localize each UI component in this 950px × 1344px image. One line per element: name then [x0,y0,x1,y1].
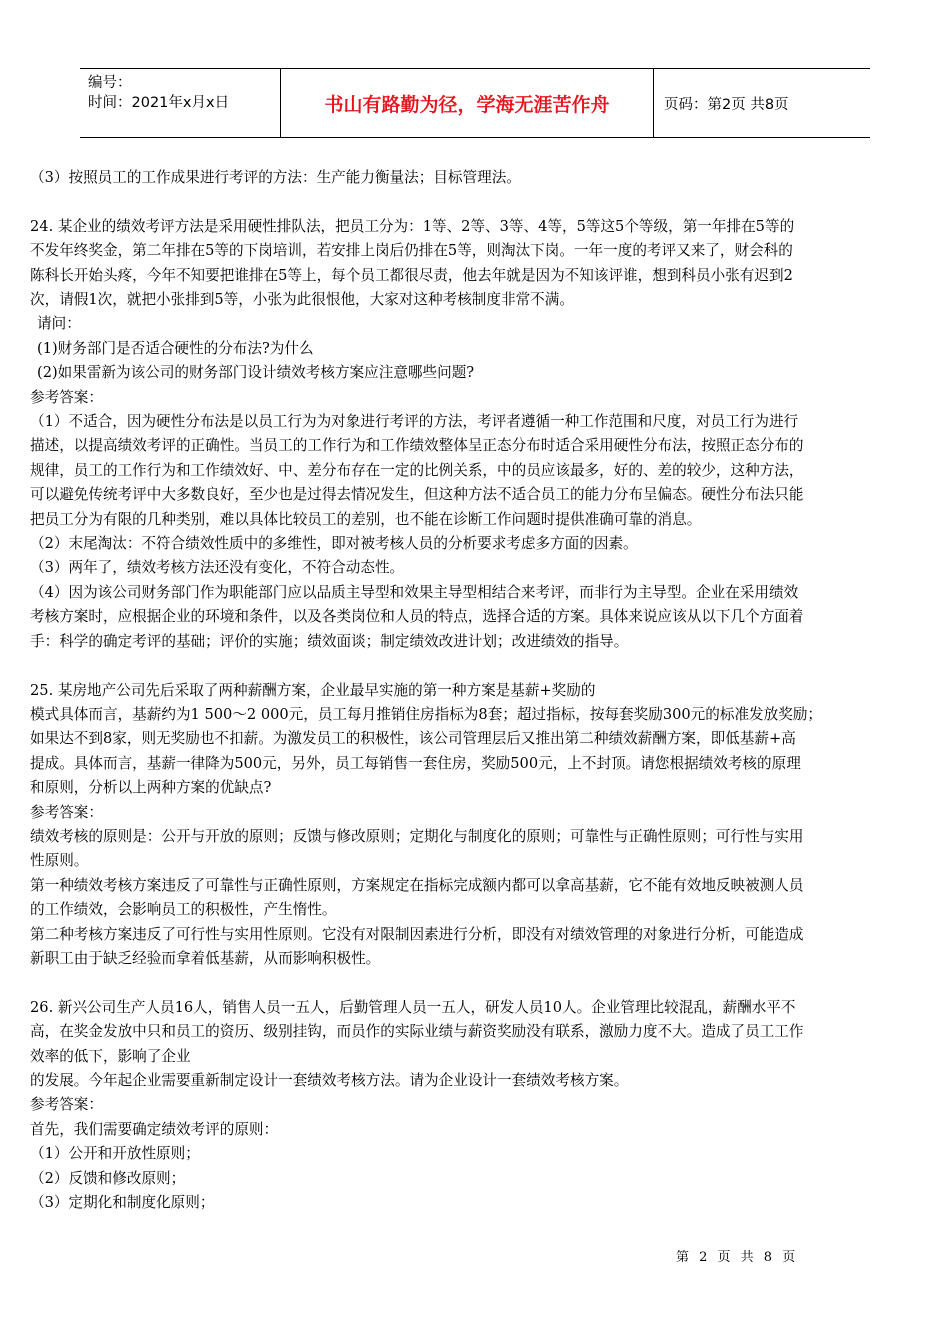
text-line: 次，请假1次，就把小张排到5等，小张为此很恨他，大家对这种考核制度非常不满。 [30,291,574,309]
text-line: 参考答案： [30,1096,103,1114]
text-line: 可以避免传统考评中大多数良好，至少也是过得去情况发生，但这种方法不适合员工的能力分布呈偏态。硬性分布法只能 [30,486,804,504]
text-line: 第二种考核方案违反了可行性与实用性原则。它没有对限制因素进行分析，即没有对绩效管理的对象进行分析，可能造成 [30,925,804,943]
text-line: 首先，我们需要确定绩效考评的原则： [30,1120,279,1138]
text-line: （3）按照员工的工作成果进行考评的方法：生产能力衡量法；目标管理法。 [30,169,521,186]
text-line: 规律，员工的工作行为和工作绩效好、中、差分布存在一定的比例关系，中的员应该最多，好的、差的较少，这种方法， [30,461,804,479]
text-line: 参考答案： [30,803,103,821]
text-line: 新职工由于缺乏经验而拿着低基薪，从而影响积极性。 [30,949,381,967]
text-line: 描述，以提高绩效考评的正确性。当员工的工作行为和工作绩效整体呈正态分布时适合采用硬性分布法，按照正态分布的 [30,437,804,455]
text-line: 不发年终奖金，第二年排在5等的下岗培训，若安排上岗后仍排在5等，则淘汰下岗。一年一度的考评又来了，财会科的 [30,242,793,260]
text-line: 性原则。 [30,852,89,870]
text-line: （1）公开和开放性原则； [30,1145,200,1163]
text-line: （3）两年了，绩效考核方法还没有变化，不符合动态性。 [30,559,405,577]
text-line: 模式具体而言，基薪约为1 500～2 000元，员工每月推销住房指标为8套；超过指标，按每套奖励300元的标准发放奖励； [30,705,823,723]
text-line: 和原则，分析以上两种方案的优缺点? [30,779,272,797]
blank-line [30,971,920,995]
text-line: 的工作绩效，会影响员工的积极性，产生惰性。 [30,901,337,919]
blank-line [30,190,920,214]
text-line: （3）定期化和制度化原则； [30,1194,215,1212]
text-line: 第一种绩效考核方案违反了可靠性与正确性原则，方案规定在指标完成额内都可以拿高基薪，它不能有效地反映被测人员 [30,876,804,894]
text-line: 的发展。今年起企业需要重新制定设计一套绩效考核方法。请为企业设计一套绩效考核方案。 [30,1071,629,1089]
text-line: 手：科学的确定考评的基础；评价的实施；绩效面谈；制定绩效改进计划；改进绩效的指导。 [30,632,629,650]
text-line: 如果达不到8家，则无奖励也不扣薪。为激发员工的积极性，该公司管理层后又推出第二种绩效薪酬方案，即低基薪+高 [30,730,796,748]
text-line: 高，在奖金发放中只和员工的资历、级别挂钩，而员作的实际业绩与薪资奖励没有联系，激励力度不大。造成了员工工作 [30,1023,804,1041]
page-header [80,68,870,138]
text-line: 陈科长开始头疼，今年不知要把谁排在5等上，每个员工都很尽责，他去年就是因为不知该评谁，想到科员小张有迟到2 [30,266,793,284]
text-line: 24. 某企业的绩效考评方法是采用硬性排队法，把员工分为：1等、2等、3等、4等，5等这5个等级，第一年排在5等的 [30,217,795,235]
text-line: 26. 新兴公司生产人员16人，销售人员一五人，后勤管理人员一五人，研发人员10人。企业管理比较混乱，薪酬水平不 [30,998,796,1016]
text-line: 25. 某房地产公司先后采取了两种薪酬方案，企业最早实施的第一种方案是基薪+奖励的 [30,681,596,699]
text-line: 提成。具体而言，基薪一律降为500元，另外，员工每销售一套住房，奖励500元，上不封顶。请您根据绩效考核的原理 [30,754,801,772]
text-line: （2）反馈和修改原则； [30,1169,186,1187]
text-line: 把员工分为有限的几种类别，难以具体比较员工的差别，也不能在诊断工作问题时提供准确可靠的消息。 [30,510,702,528]
document-body [30,166,920,1215]
text-line: 考核方案时，应根据企业的环境和条件，以及各类岗位和人员的特点，选择合适的方案。具体来说应该从以下几个方面着 [30,608,804,626]
text-line: 效率的低下，影响了企业 [30,1047,191,1065]
text-line: 绩效考核的原则是：公开与开放的原则；反馈与修改原则；定期化与制度化的原则；可靠性与正确性原则；可行性与实用 [30,827,804,845]
header-motto: 书山有路勤为径，学海无涯苦作舟 [281,69,654,137]
document-number-label: 编号： [88,75,132,91]
blank-line [30,654,920,678]
text-line: 参考答案： [30,388,103,406]
page-footer: 第 2 页 共 8 页 [676,1250,799,1265]
text-line: （4）因为该公司财务部门作为职能部门应以品质主导型和效果主导型相结合来考评，而非行为主导型。企业在采用绩效 [30,583,799,601]
text-line: (1)财务部门是否适合硬性的分布法?为什么 [37,339,314,357]
text-line: （2）末尾淘汰：不符合绩效性质中的多维性，即对被考核人员的分析要求考虑多方面的因素。 [30,535,638,553]
text-line: （1）不适合，因为硬性分布法是以员工行为为对象进行考评的方法，考评者遵循一种工作范围和尺度，对员工行为进行 [30,413,799,431]
header-meta [80,69,281,137]
text-line: (2)如果雷新为该公司的财务部门设计绩效考核方案应注意哪些问题? [37,364,475,382]
document-date-label: 时间：2021年x月x日 [88,95,230,111]
text-line: 请问： [37,315,81,333]
header-page-info: 页码：第2页 共8页 [664,96,789,113]
